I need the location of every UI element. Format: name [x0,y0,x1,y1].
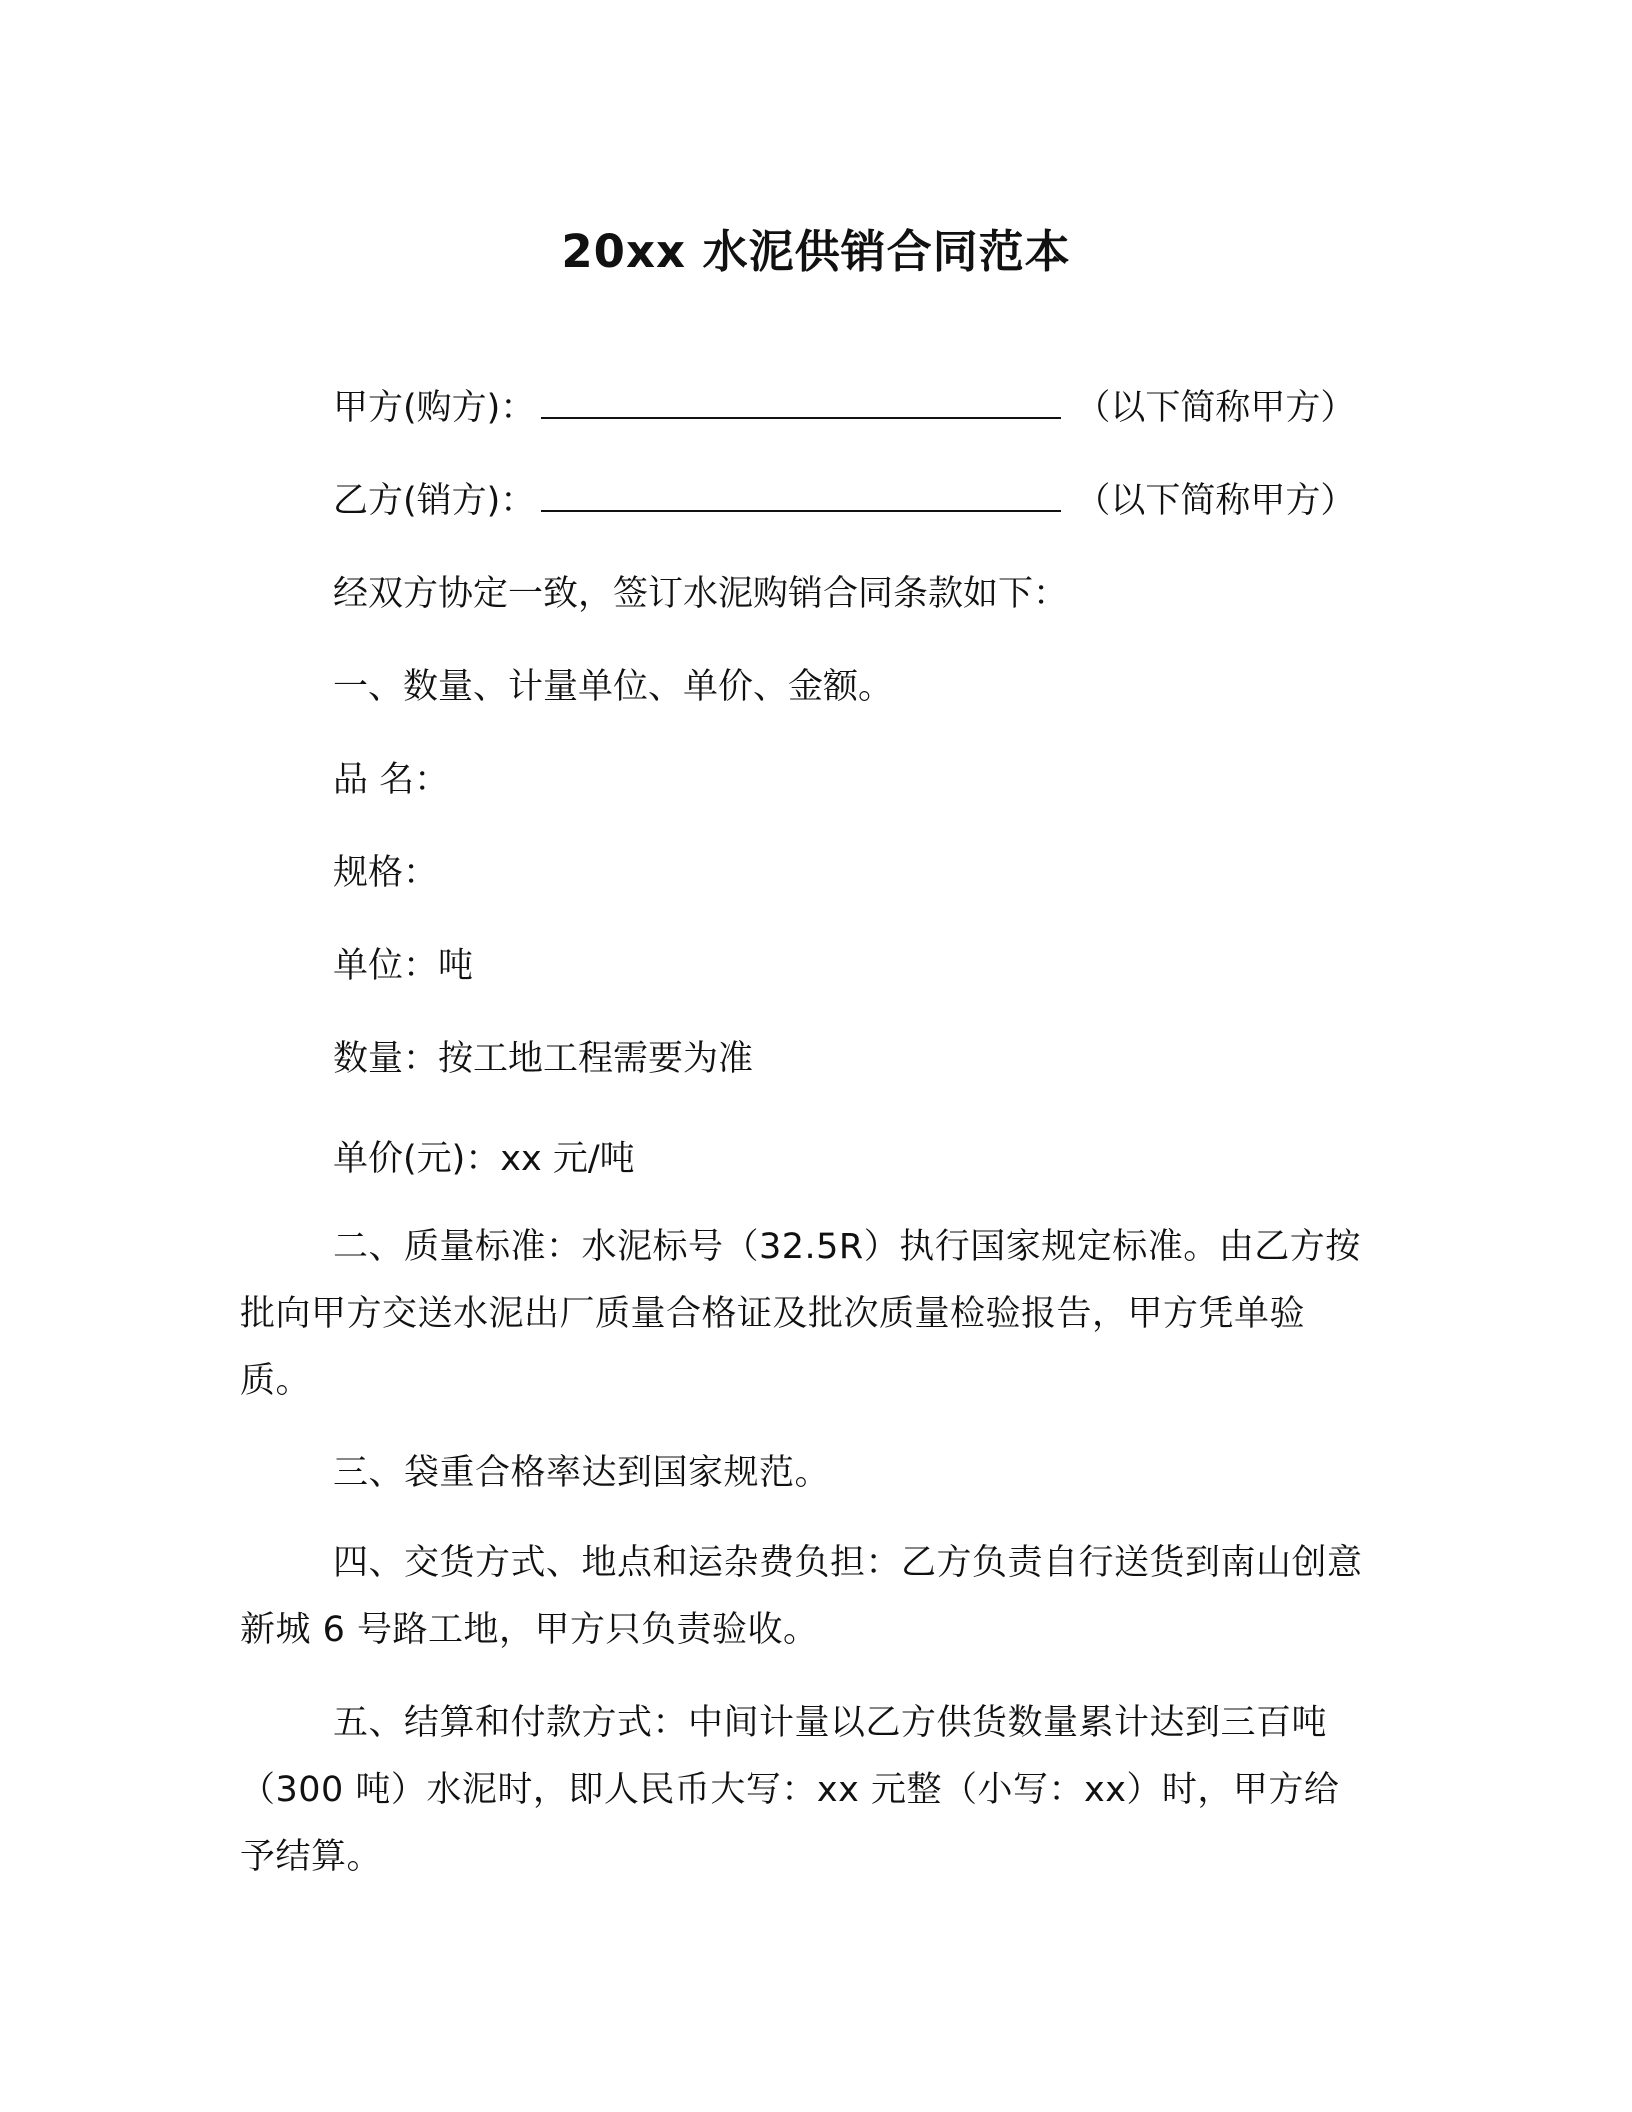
section5-paragraph: 五、结算和付款方式：中间计量以乙方供货数量累计达到三百吨（300 吨）水泥时，即人民币大写：xx 元整（小写：xx）时，甲方给予结算。 [240,1703,1340,1877]
unit-price-line: 单价(元)：xx 元/吨 [333,1139,635,1179]
document-title: 20xx 水泥供销合同范本 [561,225,1071,278]
party-b-label: 乙方(销方)： [333,481,536,521]
section3-paragraph: 三、袋重合格率达到国家规范。 [333,1453,831,1493]
quantity-line: 数量：按工地工程需要为准 [333,1039,754,1079]
spec-line: 规格： [333,853,439,893]
intro-text: 经双方协定一致，签订水泥购销合同条款如下： [333,574,1069,614]
party-b-suffix: （以下简称甲方） [1075,481,1356,521]
section1-heading: 一、数量、计量单位、单价、金额。 [333,667,894,707]
party-b-line [333,476,1355,526]
product-name-line: 品 名： [333,760,450,800]
party-a-label: 甲方(购方)： [333,388,536,428]
party-b-blank [541,476,1061,512]
party-a-blank [541,383,1061,419]
section4-paragraph: 四、交货方式、地点和运杂费负担：乙方负责自行送货到南山创意新城 6 号路工地，甲方只负责验收。 [240,1543,1363,1650]
party-a-suffix: （以下简称甲方） [1075,388,1356,428]
party-a-line [333,383,1355,433]
unit-line: 单位：吨 [333,946,474,986]
section2-paragraph: 二、质量标准：水泥标号（32.5R）执行国家规定标准。由乙方按批向甲方交送水泥出厂质量合格证及批次质量检验报告，甲方凭单验质。 [240,1227,1361,1401]
